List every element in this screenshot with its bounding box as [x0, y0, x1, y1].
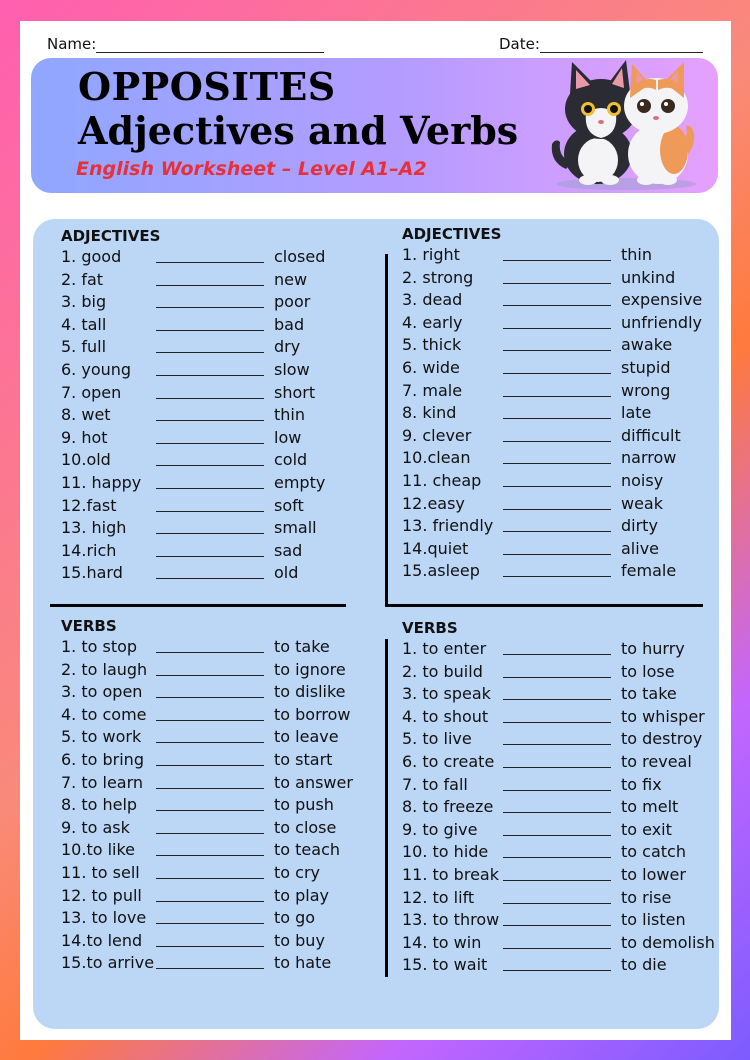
exercise-row [61, 727, 391, 749]
exercise-row [402, 910, 732, 932]
word: 2. fat [61, 269, 104, 289]
answer-blank[interactable] [503, 699, 611, 700]
word: 1. to enter [402, 639, 487, 658]
exercise-row [61, 750, 391, 772]
word: 10.to like [61, 840, 136, 860]
section-title: ADJECTIVES [402, 225, 502, 243]
answer-blank[interactable] [156, 810, 264, 811]
answer-blank[interactable] [503, 677, 611, 678]
date-field[interactable] [499, 35, 703, 53]
exercise-row [61, 660, 391, 682]
vertical-divider-bottom [385, 639, 388, 977]
word: 1. to stop [61, 637, 138, 656]
section-title: ADJECTIVES [61, 227, 161, 245]
exercise-row [61, 473, 391, 495]
word: 13. high [61, 518, 127, 538]
exercise-row [61, 863, 391, 885]
opposite-option: expensive [621, 290, 703, 310]
exercise-row [61, 496, 391, 518]
opposite-option: alive [621, 538, 660, 558]
opposite-option: soft [274, 495, 304, 515]
opposite-option: to dislike [274, 682, 346, 702]
exercise-row [402, 842, 732, 864]
opposite-option: poor [274, 292, 311, 312]
answer-blank[interactable] [156, 765, 264, 766]
word: 14.quiet [402, 538, 469, 558]
word: 10. to hide [402, 842, 489, 862]
answer-blank[interactable] [503, 857, 611, 858]
word: 3. to speak [402, 684, 491, 704]
answer-blank[interactable] [503, 948, 611, 949]
exercise-row [402, 797, 732, 819]
word: 12.easy [402, 493, 465, 513]
section-title: VERBS [61, 617, 117, 635]
word: 8. to help [61, 795, 138, 815]
word: 7. male [402, 380, 463, 400]
opposite-option: low [274, 427, 302, 447]
name-field[interactable] [47, 35, 324, 53]
word: 5. full [61, 337, 107, 357]
word: 5. to work [61, 727, 142, 747]
exercise-row [402, 561, 732, 583]
answer-blank[interactable] [503, 767, 611, 768]
exercise-row [61, 908, 391, 930]
answer-blank[interactable] [156, 556, 264, 557]
exercise-row [61, 705, 391, 727]
exercise-row [402, 775, 732, 797]
exercise-row [61, 541, 391, 563]
exercise-row [61, 637, 391, 659]
answer-blank[interactable] [503, 283, 611, 284]
answer-blank[interactable] [503, 328, 611, 329]
exercise-row [61, 818, 391, 840]
answer-blank[interactable] [503, 260, 611, 261]
word: 8. wet [61, 405, 111, 425]
opposite-option: to hurry [621, 639, 685, 658]
opposite-option: slow [274, 360, 310, 379]
date-blank[interactable] [540, 36, 703, 53]
word: 4. tall [61, 314, 107, 334]
answer-blank[interactable] [503, 790, 611, 791]
horizontal-divider-right [385, 604, 703, 607]
answer-blank[interactable] [503, 903, 611, 904]
word: 2. strong [402, 267, 474, 287]
word: 4. early [402, 312, 463, 332]
answer-blank[interactable] [156, 697, 264, 698]
cats-illustration [546, 54, 706, 194]
opposite-option: small [274, 518, 317, 538]
word: 7. open [61, 382, 122, 402]
word: 14.rich [61, 540, 117, 560]
opposite-option: narrow [621, 448, 677, 468]
exercise-panel [33, 219, 719, 1029]
answer-blank[interactable] [503, 350, 611, 351]
answer-blank[interactable] [156, 443, 264, 444]
date-label: Date: [499, 35, 540, 53]
exercise-row [61, 795, 391, 817]
exercise-row [402, 539, 732, 561]
word: 2. to build [402, 661, 483, 681]
opposite-option: to reveal [621, 752, 692, 771]
word: 7. to learn [61, 772, 144, 792]
opposite-option: to rise [621, 887, 672, 907]
exercise-row [61, 682, 391, 704]
opposite-option: to whisper [621, 706, 705, 726]
answer-blank[interactable] [503, 463, 611, 464]
opposite-option: to start [274, 750, 333, 769]
exercise-row [402, 335, 732, 357]
answer-blank[interactable] [156, 833, 264, 834]
word: 8. to freeze [402, 797, 494, 817]
exercise-row [402, 955, 732, 977]
exercise-row [402, 313, 732, 335]
word: 12. to lift [402, 887, 475, 907]
word: 13. to throw [402, 910, 500, 930]
answer-blank[interactable] [503, 418, 611, 419]
word: 10.old [61, 450, 111, 470]
word: 12.fast [61, 495, 117, 515]
answer-blank[interactable] [503, 305, 611, 306]
word: 9. clever [402, 425, 472, 445]
word: 15.to arrive [61, 953, 155, 973]
word: 13. friendly [402, 516, 494, 536]
title-line-1: OPPOSITES [78, 64, 336, 109]
exercise-row [61, 840, 391, 862]
exercise-row [61, 773, 391, 795]
exercise-row [61, 518, 391, 540]
opposite-option: to catch [621, 842, 686, 862]
opposite-option: to play [274, 885, 330, 905]
opposite-option: to leave [274, 727, 339, 747]
word: 15.asleep [402, 561, 480, 581]
answer-blank[interactable] [503, 812, 611, 813]
answer-blank[interactable] [156, 488, 264, 489]
word: 9. hot [61, 427, 108, 447]
answer-blank[interactable] [156, 878, 264, 879]
answer-blank[interactable] [156, 307, 264, 308]
answer-blank[interactable] [156, 398, 264, 399]
exercise-row [402, 381, 732, 403]
exercise-row [402, 729, 732, 751]
word: 3. to open [61, 682, 143, 702]
word: 12. to pull [61, 885, 142, 905]
word: 14.to lend [61, 930, 143, 950]
exercise-row [402, 684, 732, 706]
answer-blank[interactable] [503, 744, 611, 745]
opposite-option: to take [274, 637, 330, 656]
word: 11. to sell [61, 863, 140, 882]
opposite-option: wrong [621, 380, 671, 400]
exercise-row [402, 888, 732, 910]
answer-blank[interactable] [503, 576, 611, 577]
word: 5. to live [402, 729, 472, 749]
opposite-option: unkind [621, 267, 676, 287]
word: 11. cheap [402, 471, 482, 490]
word: 4. to come [61, 704, 147, 724]
word: 3. big [61, 292, 107, 312]
word: 14. to win [402, 932, 482, 952]
exercise-row [402, 494, 732, 516]
exercise-row [402, 471, 732, 493]
opposite-option: to lower [621, 865, 686, 884]
word: 2. to laugh [61, 659, 148, 679]
exercise-row [61, 886, 391, 908]
exercise-row [402, 752, 732, 774]
exercise-row [61, 953, 391, 975]
opposite-option: to hate [274, 953, 332, 973]
exercise-row [402, 358, 732, 380]
opposite-option: new [274, 269, 308, 289]
exercise-row [61, 563, 391, 585]
exercise-row [61, 428, 391, 450]
worksheet-page [20, 21, 731, 1040]
word: 6. wide [402, 358, 460, 377]
opposite-option: late [621, 403, 652, 423]
opposite-option: to cry [274, 863, 320, 882]
answer-blank[interactable] [156, 465, 264, 466]
opposite-option: to demolish [621, 932, 715, 952]
opposite-option: thin [621, 245, 652, 264]
answer-blank[interactable] [503, 835, 611, 836]
exercise-row [61, 315, 391, 337]
exercise-row [61, 405, 391, 427]
exercise-row [61, 270, 391, 292]
title-banner [31, 58, 718, 193]
answer-blank[interactable] [503, 373, 611, 374]
answer-blank[interactable] [503, 880, 611, 881]
word: 9. to give [402, 819, 478, 839]
answer-blank[interactable] [156, 511, 264, 512]
answer-blank[interactable] [156, 375, 264, 376]
exercise-row [402, 516, 732, 538]
opposite-option: weak [621, 493, 663, 513]
word: 11. happy [61, 473, 142, 492]
answer-blank[interactable] [156, 352, 264, 353]
answer-blank[interactable] [156, 901, 264, 902]
exercise-row [402, 820, 732, 842]
exercise-row [61, 247, 391, 269]
opposite-option: empty [274, 473, 326, 492]
answer-blank[interactable] [156, 285, 264, 286]
opposite-option: closed [274, 247, 326, 266]
answer-blank[interactable] [156, 578, 264, 579]
exercise-row [61, 337, 391, 359]
word: 6. to create [402, 752, 495, 771]
horizontal-divider-left [50, 604, 346, 607]
answer-blank[interactable] [156, 968, 264, 969]
exercise-row [402, 290, 732, 312]
word: 6. to bring [61, 750, 144, 769]
opposite-option: to die [621, 955, 667, 975]
word: 11. to break [402, 865, 499, 884]
answer-blank[interactable] [503, 554, 611, 555]
exercise-row [402, 268, 732, 290]
opposite-option: sad [274, 540, 303, 560]
word: 4. to shout [402, 706, 489, 726]
answer-blank[interactable] [503, 486, 611, 487]
answer-blank[interactable] [156, 262, 264, 263]
opposite-option: dirty [621, 516, 658, 536]
opposite-option: to melt [621, 797, 679, 817]
opposite-option: short [274, 382, 316, 402]
word: 15. to wait [402, 955, 488, 975]
opposite-option: difficult [621, 425, 681, 445]
exercise-row [402, 403, 732, 425]
answer-blank[interactable] [156, 330, 264, 331]
opposite-option: to borrow [274, 704, 351, 724]
exercise-row [402, 707, 732, 729]
opposite-option: thin [274, 405, 305, 425]
name-label: Name: [47, 35, 97, 53]
opposite-option: dry [274, 337, 301, 357]
opposite-option: unfriendly [621, 312, 702, 332]
word: 5. thick [402, 335, 462, 355]
word: 13. to love [61, 908, 147, 928]
opposite-option: to ignore [274, 659, 346, 679]
word: 10.clean [402, 448, 471, 468]
opposite-option: noisy [621, 471, 664, 490]
answer-blank[interactable] [156, 855, 264, 856]
word: 8. kind [402, 403, 457, 423]
answer-blank[interactable] [156, 652, 264, 653]
title-line-2: Adjectives and Verbs [78, 108, 519, 153]
answer-blank[interactable] [156, 946, 264, 947]
answer-blank[interactable] [156, 533, 264, 534]
opposite-option: to lose [621, 661, 675, 681]
exercise-row [402, 865, 732, 887]
opposite-option: to go [274, 908, 316, 928]
word: 1. right [402, 245, 460, 264]
opposite-option: to close [274, 817, 337, 837]
answer-blank[interactable] [503, 970, 611, 971]
answer-blank[interactable] [503, 396, 611, 397]
opposite-option: to answer [274, 772, 353, 792]
opposite-option: to exit [621, 819, 672, 839]
word: 6. young [61, 360, 132, 379]
exercise-row [402, 426, 732, 448]
opposite-option: to fix [621, 774, 662, 794]
opposite-option: to destroy [621, 729, 703, 749]
word: 7. to fall [402, 774, 468, 794]
opposite-option: awake [621, 335, 673, 355]
answer-blank[interactable] [503, 654, 611, 655]
vertical-divider-top [385, 254, 388, 605]
opposite-option: to teach [274, 840, 341, 860]
exercise-row [61, 383, 391, 405]
opposite-option: to buy [274, 930, 325, 950]
opposite-option: to push [274, 795, 334, 815]
exercise-row [61, 292, 391, 314]
opposite-option: female [621, 561, 677, 581]
opposite-option: bad [274, 314, 305, 334]
word: 9. to ask [61, 817, 130, 837]
answer-blank[interactable] [503, 509, 611, 510]
opposite-option: old [274, 563, 299, 583]
opposite-option: cold [274, 450, 308, 470]
answer-blank[interactable] [503, 531, 611, 532]
word: 3. dead [402, 290, 463, 310]
word: 15.hard [61, 563, 123, 583]
exercise-row [61, 931, 391, 953]
opposite-option: to listen [621, 910, 686, 930]
exercise-row [402, 662, 732, 684]
answer-blank[interactable] [156, 420, 264, 421]
exercise-row [402, 245, 732, 267]
answer-blank[interactable] [503, 925, 611, 926]
answer-blank[interactable] [503, 722, 611, 723]
answer-blank[interactable] [503, 441, 611, 442]
answer-blank[interactable] [156, 720, 264, 721]
exercise-row [402, 448, 732, 470]
word: 1. good [61, 247, 122, 266]
name-blank[interactable] [96, 36, 324, 53]
exercise-row [402, 639, 732, 661]
subtitle: English Worksheet – Level A1–A2 [76, 158, 427, 180]
exercise-row [61, 360, 391, 382]
exercise-row [402, 933, 732, 955]
opposite-option: to take [621, 684, 677, 704]
exercise-row [61, 450, 391, 472]
answer-blank[interactable] [156, 923, 264, 924]
answer-blank[interactable] [156, 788, 264, 789]
section-title: VERBS [402, 619, 458, 637]
answer-blank[interactable] [156, 742, 264, 743]
opposite-option: stupid [621, 358, 671, 377]
answer-blank[interactable] [156, 675, 264, 676]
